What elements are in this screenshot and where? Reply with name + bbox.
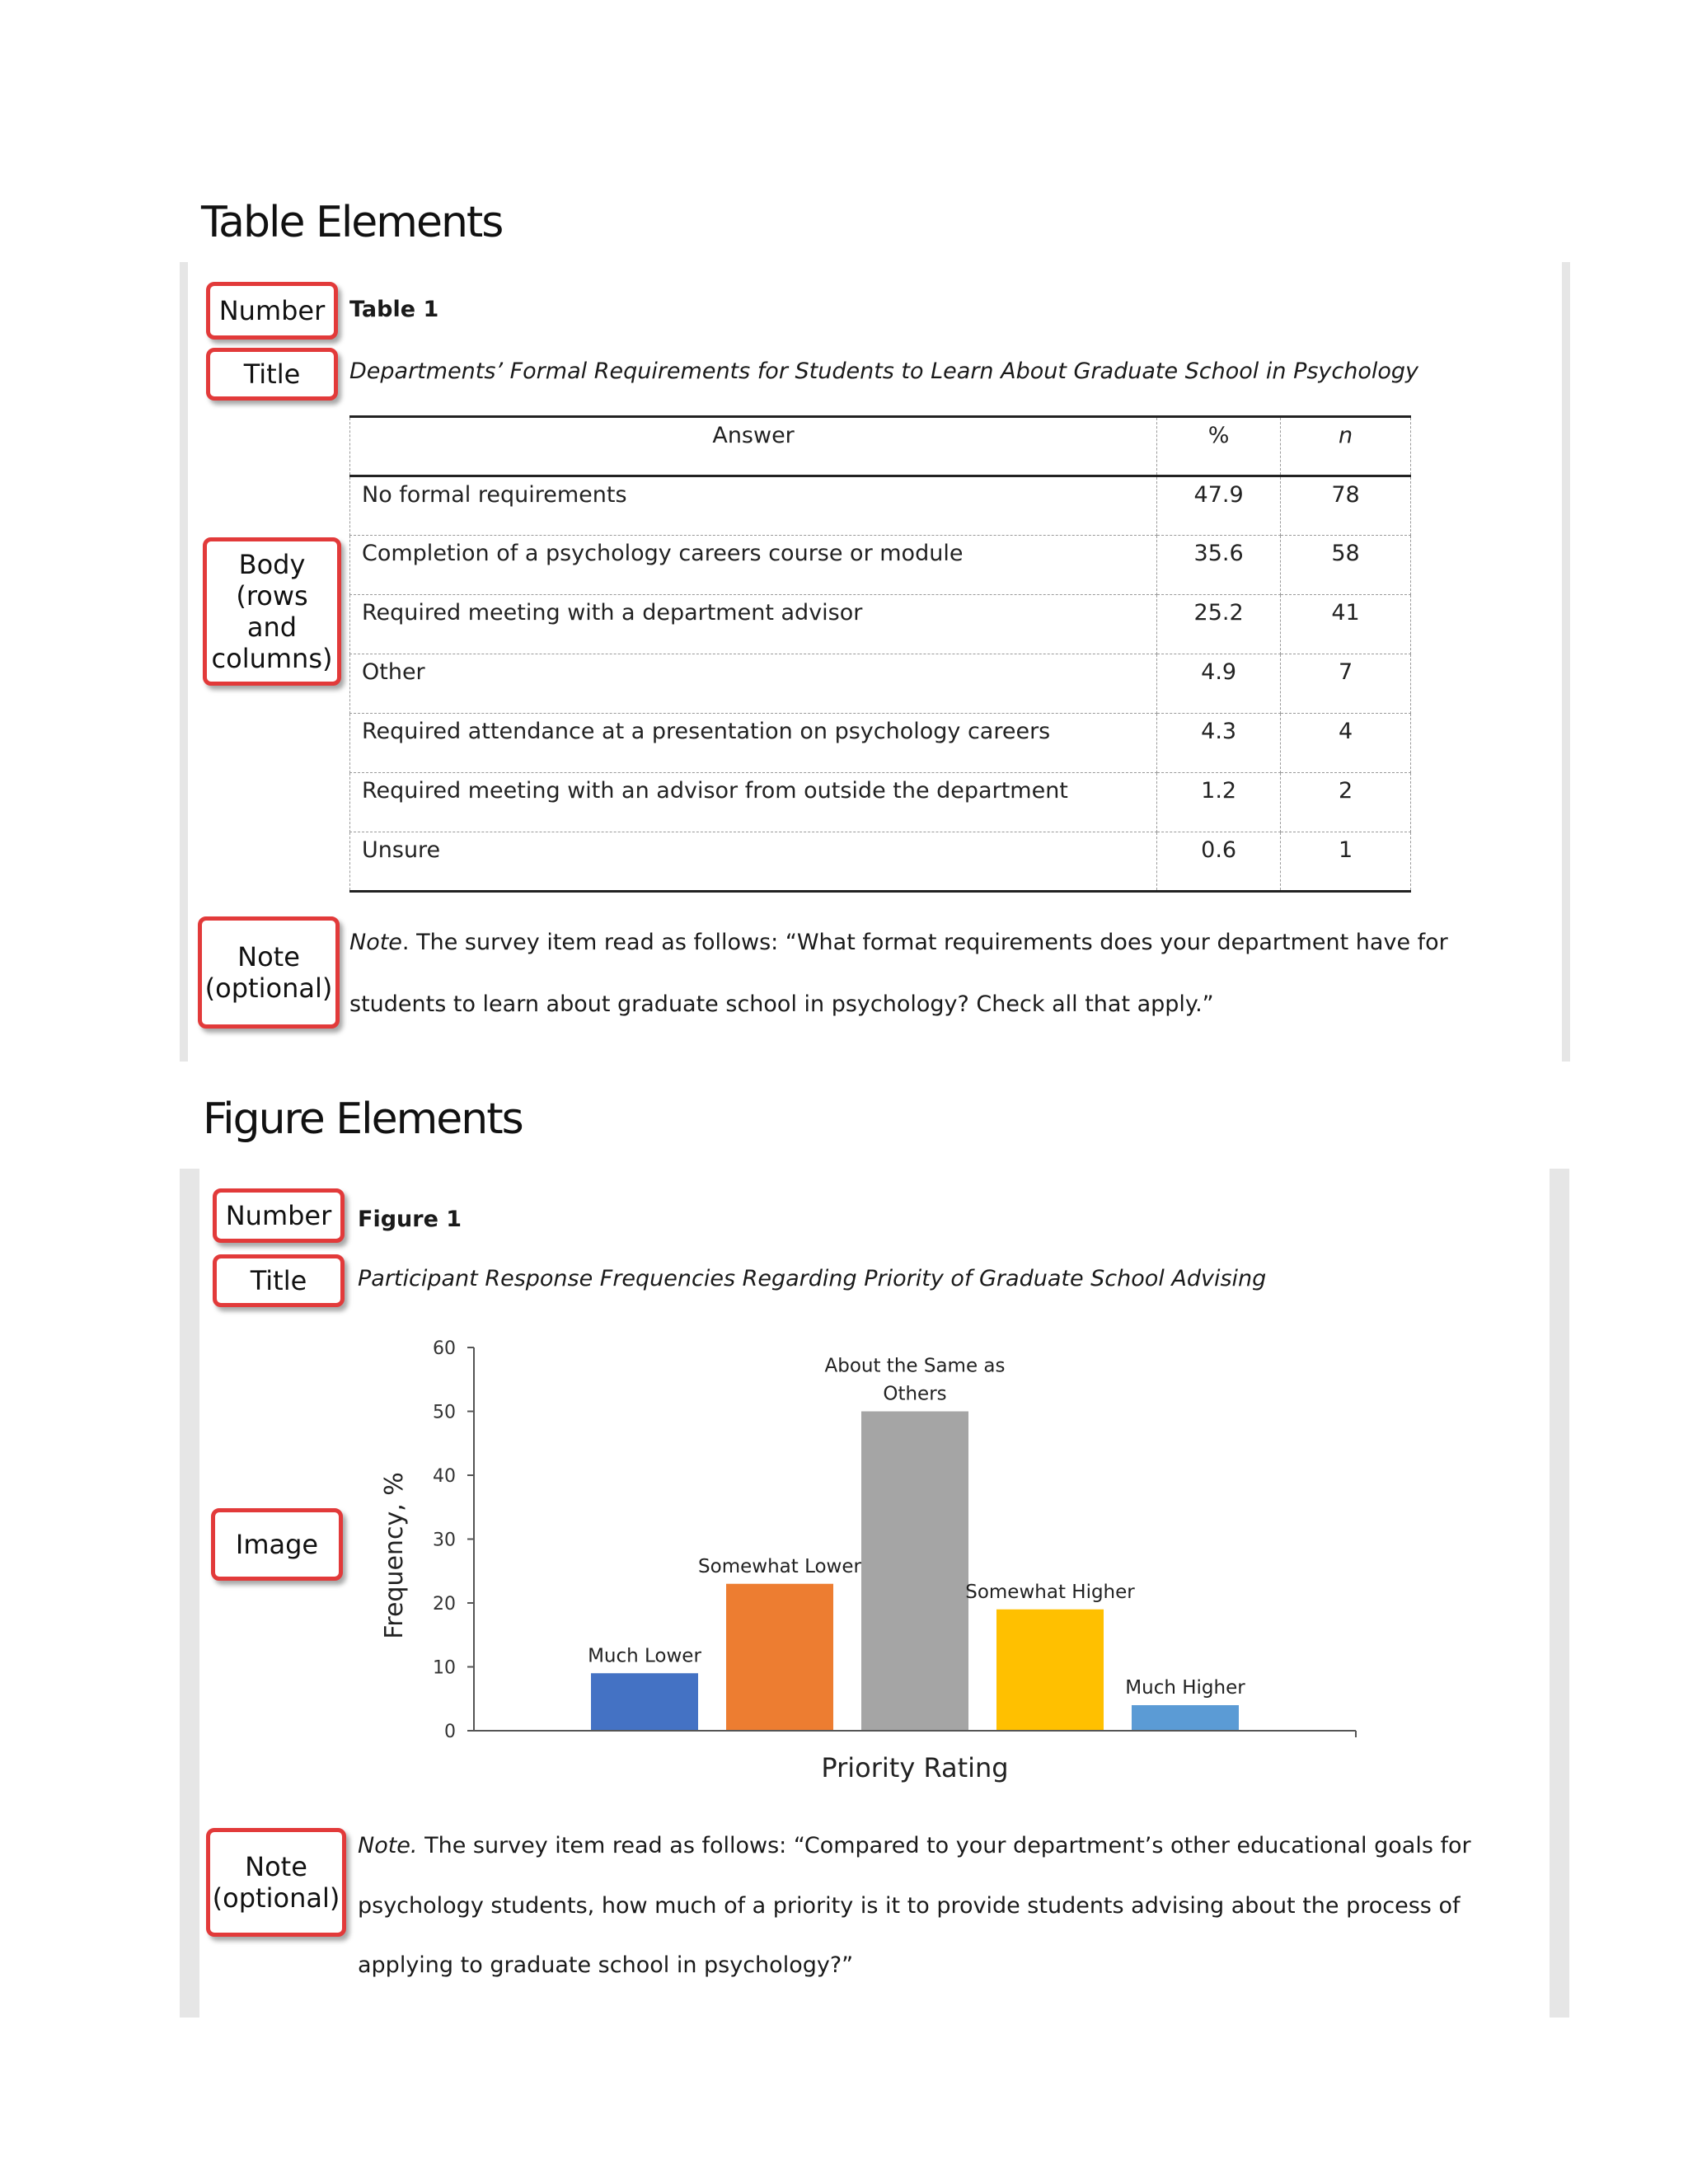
bar-category-label: About the Same as	[824, 1355, 1006, 1377]
answer-cell: Required attendance at a presentation on psychology careers	[350, 714, 1157, 773]
column-header: n	[1281, 417, 1411, 476]
y-axis-title: Frequency, %	[380, 1472, 409, 1639]
n-cell: 78	[1281, 476, 1411, 536]
x-axis-title: Priority Rating	[821, 1752, 1009, 1783]
figure-title: Participant Response Frequencies Regarding Priority of Graduate School Advising	[358, 1266, 1267, 1291]
table-title: Departments’ Formal Requirements for Students to Learn About Graduate School in Psychology	[349, 359, 1419, 384]
label-image: Image	[211, 1508, 343, 1581]
bar-category-label: Somewhat Higher	[965, 1581, 1135, 1603]
column-header: %	[1157, 417, 1281, 476]
y-tick-label: 40	[433, 1466, 456, 1487]
percent-cell: 35.6	[1157, 536, 1281, 595]
table-header-row	[350, 417, 1411, 476]
answer-cell: Other	[350, 654, 1157, 714]
table-row	[350, 536, 1411, 595]
table-row	[350, 654, 1411, 714]
percent-cell: 1.2	[1157, 773, 1281, 832]
bar-about-the-same-as-others	[861, 1412, 968, 1732]
table-row	[350, 476, 1411, 536]
bar-category-label: Much Lower	[588, 1645, 701, 1667]
answer-cell: No formal requirements	[350, 476, 1157, 536]
data-table	[349, 415, 1411, 893]
answer-cell: Completion of a psychology careers course or module	[350, 536, 1157, 595]
figure-screenshot-right-border	[1550, 1169, 1569, 2018]
bar-much-higher	[1132, 1705, 1239, 1731]
label-number: Number	[206, 282, 338, 340]
figure-section-heading: Figure Elements	[203, 1094, 523, 1144]
figure-note-line-2: psychology students, how much of a priority is it to provide students advising about the process of	[358, 1893, 1461, 1919]
answer-cell: Required meeting with an advisor from outside the department	[350, 773, 1157, 832]
table-note-line-2: students to learn about graduate school in psychology? Check all that apply.”	[349, 991, 1214, 1017]
note-label: Note	[349, 930, 402, 955]
bar-much-lower	[591, 1673, 698, 1731]
y-tick-label: 50	[433, 1402, 456, 1423]
y-tick-label: 30	[433, 1530, 456, 1551]
n-cell: 58	[1281, 536, 1411, 595]
label-body: Body (rows and columns)	[203, 537, 341, 686]
bar-category-label: Somewhat Lower	[698, 1555, 861, 1577]
n-cell: 1	[1281, 832, 1411, 892]
note-label: Note.	[358, 1833, 418, 1858]
figure-note-line-1	[358, 1833, 1471, 1858]
answer-cell: Unsure	[350, 832, 1157, 892]
n-cell: 4	[1281, 714, 1411, 773]
table-screenshot-right-border	[1562, 262, 1570, 1062]
label-number: Number	[213, 1188, 345, 1243]
figure-number: Figure 1	[358, 1207, 462, 1232]
note-text: The survey item read as follows: “Compared to your department’s other educational goals for	[417, 1833, 1471, 1858]
percent-cell: 4.3	[1157, 714, 1281, 773]
n-cell: 2	[1281, 773, 1411, 832]
percent-cell: 0.6	[1157, 832, 1281, 892]
y-tick-label: 60	[433, 1338, 456, 1359]
y-tick-label: 10	[433, 1657, 456, 1679]
bar-category-label: Much Higher	[1125, 1677, 1245, 1699]
table-row	[350, 714, 1411, 773]
y-tick-label: 0	[444, 1722, 456, 1742]
label-note: Note (optional)	[206, 1828, 346, 1937]
figure-screenshot-left-border	[180, 1169, 199, 2018]
percent-cell: 25.2	[1157, 595, 1281, 654]
table-row	[350, 773, 1411, 832]
n-cell: 41	[1281, 595, 1411, 654]
bar-somewhat-lower	[726, 1584, 833, 1731]
table-row	[350, 832, 1411, 892]
n-cell: 7	[1281, 654, 1411, 714]
table-section-heading: Table Elements	[201, 198, 503, 247]
label-title: Title	[213, 1254, 345, 1307]
figure-note-line-3: applying to graduate school in psychology?”	[358, 1952, 854, 1978]
percent-cell: 4.9	[1157, 654, 1281, 714]
label-note: Note (optional)	[198, 916, 340, 1029]
column-header: Answer	[350, 417, 1157, 476]
percent-cell: 47.9	[1157, 476, 1281, 536]
table-number: Table 1	[349, 297, 439, 322]
bar-category-label: Others	[883, 1383, 947, 1405]
bar-chart	[363, 1319, 1385, 1797]
note-text: . The survey item read as follows: “What format requirements does your department have for	[401, 930, 1448, 955]
table-screenshot-left-border	[180, 262, 188, 1062]
label-title: Title	[206, 348, 338, 401]
bar-somewhat-higher	[996, 1610, 1104, 1731]
y-tick-label: 20	[433, 1594, 456, 1615]
table-note-line-1	[349, 930, 1448, 955]
table-row	[350, 595, 1411, 654]
answer-cell: Required meeting with a department advisor	[350, 595, 1157, 654]
